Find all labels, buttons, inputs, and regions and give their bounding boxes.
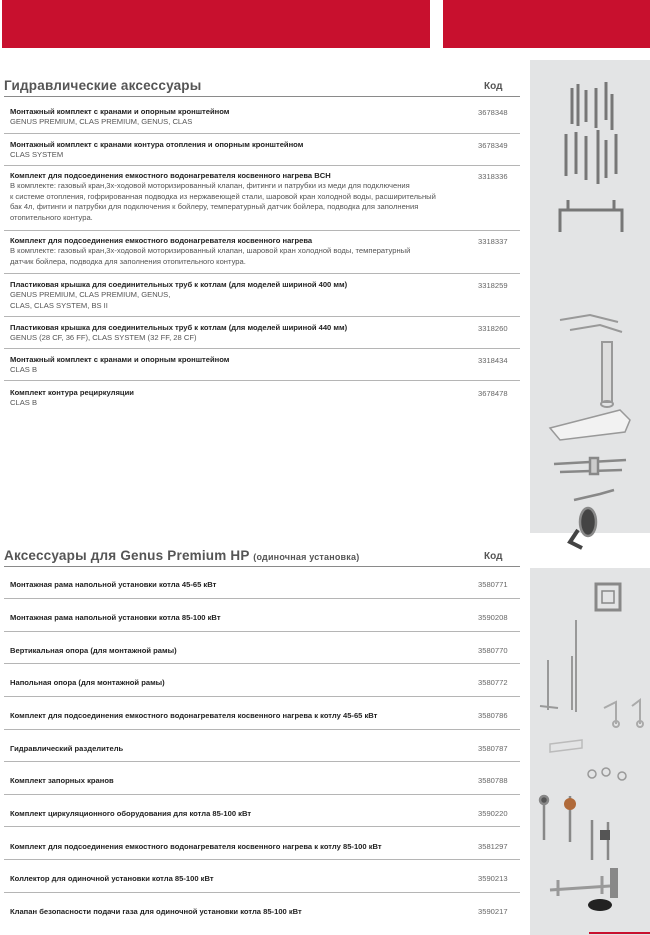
- list-item: [10, 388, 475, 409]
- item-code: 3318336: [478, 172, 508, 181]
- list-item: [10, 236, 475, 267]
- mounting-kit-image: [560, 82, 622, 232]
- row-divider: [4, 826, 520, 827]
- list-item: Комплект для подсоединения емкостного водонагревателя косвенного нагрева к котлу 85-100 кВт: [10, 842, 382, 851]
- item-code: 3318260: [478, 324, 508, 333]
- section-divider: [4, 96, 520, 97]
- item-desc: В комплекте: газовый кран,3х-ходовой моторизированный клапан, шаровой кран холодной воды, температурный: [10, 246, 411, 255]
- product-illustrations: [530, 60, 650, 935]
- list-item: Монтажная рама напольной установки котла 45-65 кВт: [10, 580, 217, 589]
- list-item: Монтажная рама напольной установки котла 85-100 кВт: [10, 613, 221, 622]
- row-divider: [4, 133, 520, 134]
- row-divider: [4, 729, 520, 730]
- row-divider: [4, 348, 520, 349]
- row-divider: [4, 794, 520, 795]
- list-item: [10, 140, 475, 161]
- row-divider: [4, 859, 520, 860]
- recirculation-kit-image: [554, 458, 626, 548]
- code-column-header: Код: [484, 81, 503, 92]
- list-item: [10, 355, 475, 376]
- item-desc: CLAS B: [10, 398, 38, 407]
- item-title: Комплект для подсоединения емкостного водонагревателя косвенного нагрева BCH: [10, 171, 331, 180]
- item-code: 3580770: [478, 646, 508, 655]
- item-code: 3678349: [478, 141, 508, 150]
- section-title-text: Аксессуары для Genus Premium HP: [4, 548, 250, 563]
- row-divider: [4, 380, 520, 381]
- item-code: 3580787: [478, 744, 508, 753]
- item-code: 3318337: [478, 237, 508, 246]
- row-divider: [4, 273, 520, 274]
- row-divider: [4, 892, 520, 893]
- mounting-frame-image: [596, 584, 620, 610]
- item-desc: GENUS PREMIUM, CLAS PREMIUM, GENUS, CLAS: [10, 117, 193, 126]
- connection-kit-image: [604, 700, 643, 727]
- row-divider: [4, 165, 520, 166]
- header-red-bar-left: [2, 0, 430, 48]
- item-desc: датчик бойлера, подводка для заполнения отопительного контура.: [10, 256, 246, 266]
- list-item: Напольная опора (для монтажной рамы): [10, 678, 165, 687]
- row-divider: [4, 761, 520, 762]
- row-divider: [4, 598, 520, 599]
- item-desc: GENUS PREMIUM, CLAS PREMIUM, GENUS,: [10, 290, 171, 299]
- row-divider: [4, 631, 520, 632]
- item-desc: В комплекте: газовый кран,3х-ходовой моторизированный клапан, фитинги и патрубки из меди для подключения: [10, 181, 410, 190]
- item-desc: CLAS SYSTEM: [10, 150, 64, 159]
- section-title-genus: [4, 548, 359, 563]
- item-code: 3580771: [478, 580, 508, 589]
- item-code: 3318434: [478, 356, 508, 365]
- list-item: [10, 171, 475, 223]
- list-item: Комплект циркуляционного оборудования для котла 85-100 кВт: [10, 809, 252, 818]
- item-desc: отопительного контура.: [10, 212, 93, 222]
- footer-accent-line: [589, 932, 650, 934]
- hydraulic-separator-image: [550, 740, 582, 752]
- bch-kit-image: [560, 315, 622, 407]
- list-item: Клапан безопасности подачи газа для одиночной установки котла 85-100 кВт: [10, 907, 302, 916]
- item-code: 3580788: [478, 776, 508, 785]
- item-desc: CLAS B: [10, 365, 38, 374]
- item-code: 3318259: [478, 281, 508, 290]
- item-code: 3590220: [478, 809, 508, 818]
- section-divider: [4, 566, 520, 567]
- item-desc: к системе отопления, гофрированная подводка из нержавеющей стали, шаровой кран холодной воды, расширительный: [10, 191, 436, 201]
- row-divider: [4, 696, 520, 697]
- list-item: Гидравлический разделитель: [10, 744, 124, 753]
- shutoff-valves-image: [588, 768, 626, 780]
- circulation-kit-image: [540, 796, 610, 860]
- item-title: Монтажный комплект с кранами контура отопления и опорным кронштейном: [10, 140, 304, 149]
- item-desc: GENUS (28 CF, 36 FF), CLAS SYSTEM (32 FF, 28 CF): [10, 333, 197, 342]
- item-title: Комплект контура рециркуляции: [10, 388, 134, 397]
- item-code: 3678478: [478, 389, 508, 398]
- row-divider: [4, 230, 520, 231]
- item-desc: CLAS, CLAS SYSTEM, BS II: [10, 300, 108, 310]
- row-divider: [4, 663, 520, 664]
- list-item: Коллектор для одиночной установки котла 85-100 кВт: [10, 874, 214, 883]
- collector-image: [550, 876, 610, 896]
- item-title: Комплект для подсоединения емкостного водонагревателя косвенного нагрева: [10, 236, 313, 245]
- list-item: Комплект для подсоединения емкостного водонагревателя косвенного нагрева к котлу 45-65 кВт: [10, 711, 378, 720]
- list-item: [10, 280, 475, 311]
- item-code: 3590208: [478, 613, 508, 622]
- item-title: Пластиковая крышка для соединительных труб к котлам (для моделей шириной 400 мм): [10, 280, 348, 289]
- item-code: 3678348: [478, 108, 508, 117]
- section-title-hydraulic: Гидравлические аксессуары: [4, 78, 202, 93]
- item-desc: бак 4л, фитинги и патрубки для подключения к бойлеру, температурный датчик бойлера, подводка для заполнения: [10, 202, 419, 212]
- header-red-bar-right: [443, 0, 650, 48]
- item-code: 3580786: [478, 711, 508, 720]
- item-code: 3581297: [478, 842, 508, 851]
- item-code: 3590213: [478, 874, 508, 883]
- list-item: Вертикальная опора (для монтажной рамы): [10, 646, 177, 655]
- row-divider: [4, 316, 520, 317]
- list-item: [10, 323, 475, 344]
- item-code: 3590217: [478, 907, 508, 916]
- item-code: 3580772: [478, 678, 508, 687]
- item-title: Монтажный комплект с кранами и опорным кронштейном: [10, 355, 230, 364]
- list-item: [10, 107, 475, 128]
- vertical-support-image: [540, 620, 576, 712]
- section-subtitle: (одиночная установка): [253, 552, 360, 562]
- item-title: Пластиковая крышка для соединительных труб к котлам (для моделей шириной 440 мм): [10, 323, 348, 332]
- plastic-cover-image: [550, 410, 630, 440]
- list-item: Комплект запорных кранов: [10, 776, 114, 785]
- code-column-header: Код: [484, 551, 503, 562]
- item-title: Монтажный комплект с кранами и опорным кронштейном: [10, 107, 230, 116]
